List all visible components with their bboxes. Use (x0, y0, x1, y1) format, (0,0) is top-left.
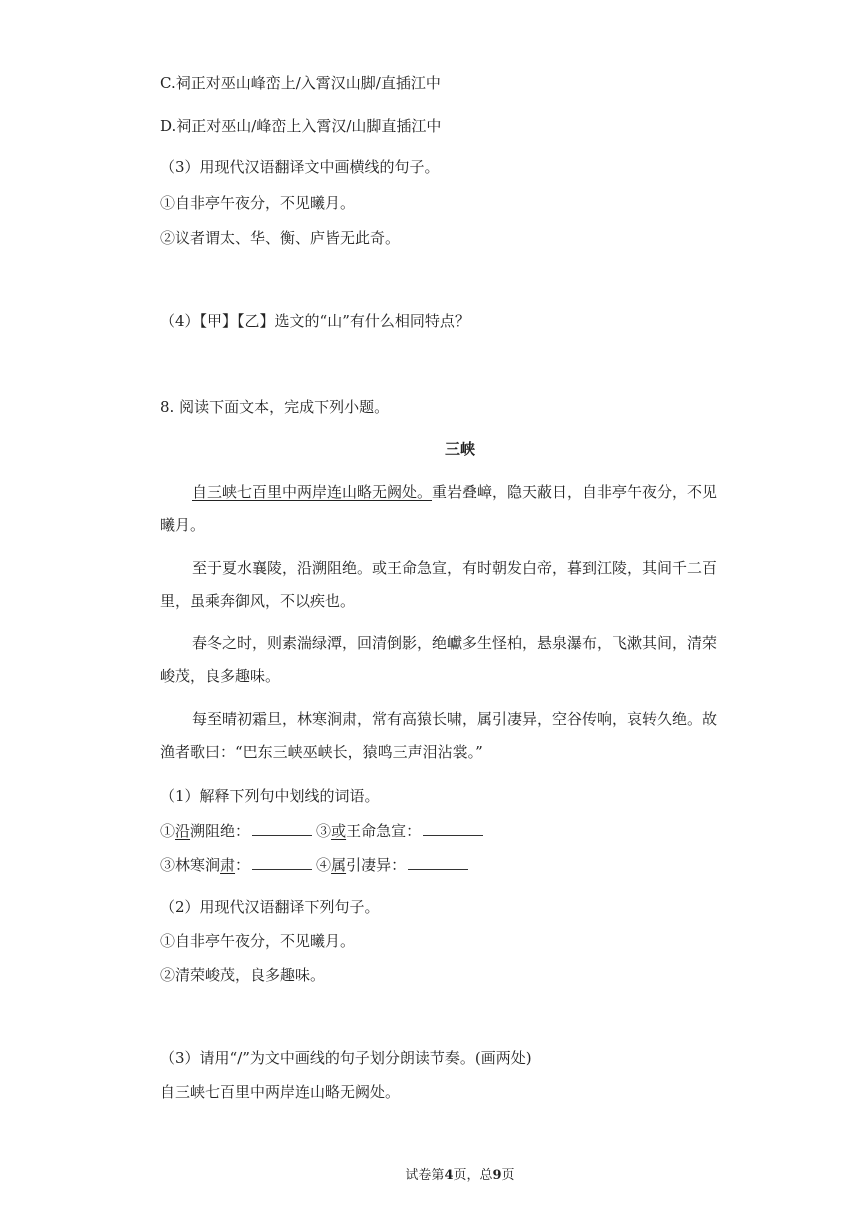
question-8-intro: 8. 阅读下面文本，完成下列小题。 (160, 398, 390, 416)
paragraph-1-line-2: 曦月。 (160, 516, 206, 534)
paragraph-1-rest: 重岩叠嶂，隐天蔽日，自非亭午夜分，不见 (432, 483, 718, 501)
sub1-row-2 (160, 854, 472, 875)
current-page-number: 4 (444, 1168, 454, 1183)
item-4-prefix: ④ (316, 856, 332, 874)
sub3-prompt: （3）请用“/”为文中画线的句子划分朗读节奏。(画两处) (160, 1049, 532, 1067)
item-1-suffix: 溯阻绝： (190, 822, 251, 840)
item-1-prefix: ① (160, 822, 176, 840)
option-d: D.祠正对巫山/峰峦上入霄汉/山脚直插江中 (160, 117, 442, 135)
answer-blank-3[interactable] (252, 857, 312, 870)
footer-middle: 页，总 (453, 1168, 493, 1183)
item-3-prefix: ③林寒涧 (160, 856, 221, 874)
footer-prefix: 试卷第 (405, 1168, 445, 1183)
paragraph-4-line-1: 每至晴初霜旦，林寒涧肃，常有高猿长啸，属引凄异，空谷传响，哀转久绝。故 (192, 710, 718, 728)
sub2-sentence-2: ②清荣峻茂，良多趣味。 (160, 966, 326, 984)
paragraph-2-line-1: 至于夏水襄陵，沿溯阻绝。或王命急宣，有时朝发白帝，暮到江陵，其间千二百 (192, 559, 718, 577)
underlined-sentence: 自三峡七百里中两岸连山略无阙处。 (192, 483, 433, 501)
sub2-prompt: （2）用现代汉语翻译下列句子。 (160, 898, 380, 916)
option-c: C.祠正对巫山峰峦上/入霄汉山脚/直插江中 (160, 74, 441, 92)
answer-blank-4[interactable] (408, 857, 468, 870)
paragraph-1-line-1 (192, 481, 717, 502)
q4-prompt: （4）【甲】【乙】选文的“山”有什么相同特点？ (160, 312, 470, 330)
q3-sentence-1: ①自非亭午夜分，不见曦月。 (160, 194, 356, 212)
item-4-word: 属 (331, 856, 347, 874)
item-3-suffix: ： (235, 856, 251, 874)
footer-suffix: 页 (501, 1168, 515, 1183)
item-2-word: 或 (331, 822, 347, 840)
sub1-prompt: （1）解释下列句中划线的词语。 (160, 787, 380, 805)
answer-blank-1[interactable] (252, 823, 312, 836)
answer-blank-2[interactable] (423, 823, 483, 836)
paragraph-3-line-2: 峻茂，良多趣味。 (160, 667, 281, 685)
sub2-sentence-1: ①自非亭午夜分，不见曦月。 (160, 932, 356, 950)
item-3-word: 肃 (220, 856, 236, 874)
item-2-suffix: 王命急宣： (346, 822, 422, 840)
q3-prompt: （3）用现代汉语翻译文中画横线的句子。 (160, 158, 440, 176)
item-1-word: 沿 (175, 822, 191, 840)
total-pages-number: 9 (492, 1168, 502, 1183)
item-2-prefix: ③ (316, 822, 332, 840)
sub3-sentence: 自三峡七百里中两岸连山略无阙处。 (160, 1083, 401, 1101)
q3-sentence-2: ②议者谓太、华、衡、庐皆无此奇。 (160, 229, 401, 247)
paragraph-2-line-2: 里，虽乘奔御风，不以疾也。 (160, 592, 356, 610)
sub1-row-1 (160, 820, 487, 841)
paragraph-4-line-2: 渔者歌曰：“巴东三峡巫峡长，猿鸣三声泪沾裳。” (160, 743, 483, 761)
passage-title: 三峡 (444, 440, 475, 458)
page-footer (0, 1164, 860, 1183)
paragraph-3-line-1: 春冬之时，则素湍绿潭，回清倒影，绝巘多生怪柏，悬泉瀑布，飞漱其间，清荣 (192, 634, 718, 652)
item-4-suffix: 引凄异： (346, 856, 407, 874)
